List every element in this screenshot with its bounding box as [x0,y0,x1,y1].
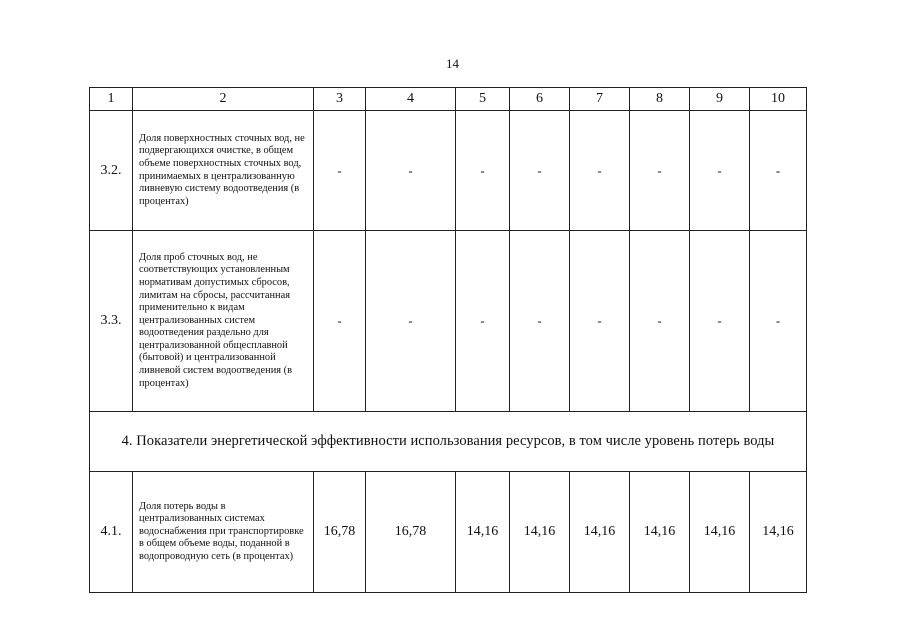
section-heading: 4. Показатели энергетической эффективности использования ресурсов, в том числе уровень потерь воды [90,412,807,472]
value-cell: - [366,231,456,412]
header-cell: 9 [690,88,750,111]
table-row [90,472,807,593]
header-cell: 3 [314,88,366,111]
value-cell: - [750,111,807,231]
row-number: 3.3. [90,231,133,412]
value-cell: - [630,111,690,231]
row-number: 4.1. [90,472,133,593]
value-cell: 14,16 [456,472,510,593]
header-cell: 7 [570,88,630,111]
value-cell: - [570,231,630,412]
value-cell: - [456,231,510,412]
value-cell: 16,78 [314,472,366,593]
header-cell: 8 [630,88,690,111]
section-row [90,412,807,472]
value-cell: 14,16 [510,472,570,593]
value-cell: - [366,111,456,231]
value-cell: - [314,231,366,412]
value-cell: - [510,231,570,412]
row-description: Доля потерь воды в централизованных системах водоснабжения при транспортировке в общем объеме воды, поданной в водопроводную сеть (в процентах) [133,472,314,593]
row-description: Доля поверхностных сточных вод, не подвергающихся очистке, в общем объеме поверхностных сточных вод, принимаемых в централизованную ливневую систему водоотведения (в процентах) [133,111,314,231]
header-cell: 2 [133,88,314,111]
value-cell: 14,16 [570,472,630,593]
value-cell: - [510,111,570,231]
table-row [90,111,807,231]
value-cell: 14,16 [630,472,690,593]
header-cell: 1 [90,88,133,111]
header-cell: 4 [366,88,456,111]
value-cell: - [314,111,366,231]
value-cell: - [456,111,510,231]
table-header-row [90,88,807,111]
value-cell: 14,16 [750,472,807,593]
row-number: 3.2. [90,111,133,231]
page-number: 14 [446,56,459,71]
value-cell: - [690,111,750,231]
indicators-table [89,87,807,593]
value-cell: - [690,231,750,412]
header-cell: 6 [510,88,570,111]
header-cell: 10 [750,88,807,111]
value-cell: 14,16 [690,472,750,593]
header-cell: 5 [456,88,510,111]
value-cell: 16,78 [366,472,456,593]
value-cell: - [750,231,807,412]
table-row [90,231,807,412]
value-cell: - [570,111,630,231]
value-cell: - [630,231,690,412]
row-description: Доля проб сточных вод, не соответствующих установленным нормативам допустимых сбросов, лимитам на сбросы, рассчитанная применительно к видам централизованных систем водоотведения раздельно для централизованной общесплавной (бытовой) и централизованной ливневой систем водоотведения (в процентах) [133,231,314,412]
